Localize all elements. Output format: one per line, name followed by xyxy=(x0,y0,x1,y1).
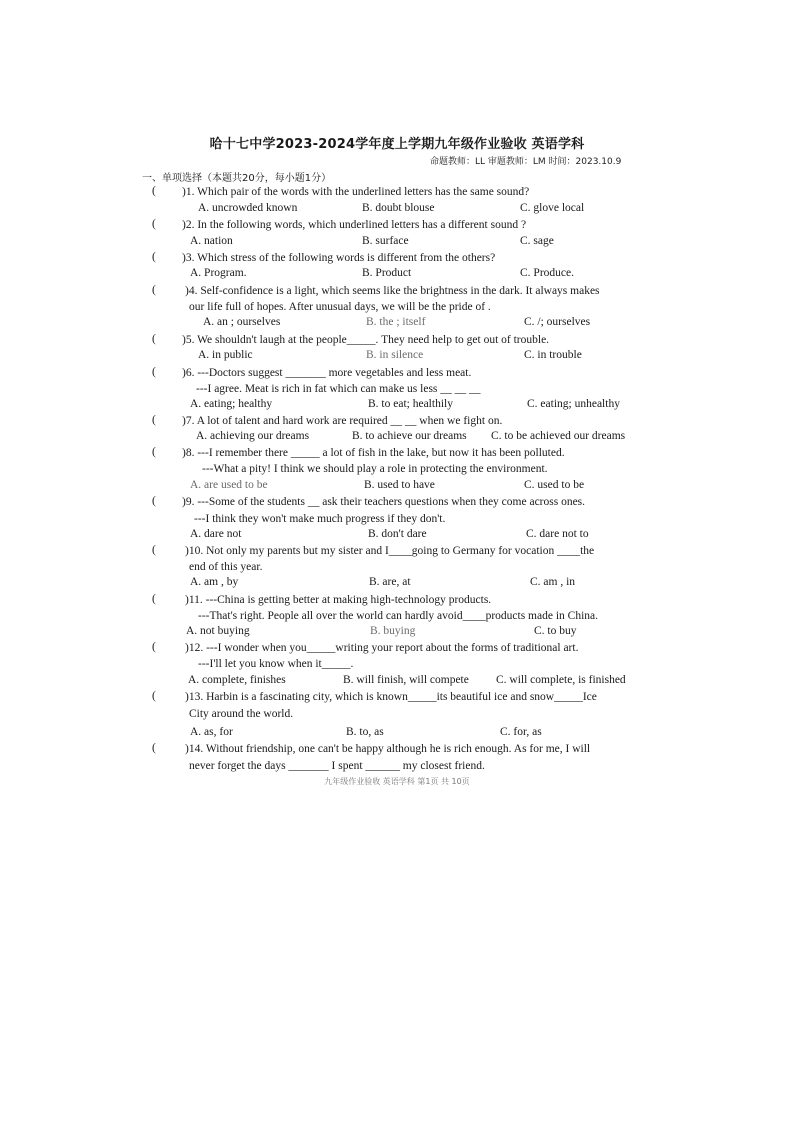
option-a: A. complete, finishes xyxy=(188,674,286,686)
option-b: B. to, as xyxy=(346,726,384,738)
option-b: B. to eat; healthily xyxy=(368,398,453,410)
question-stem-cont: ---I think they won't make much progress if they don't. xyxy=(194,513,446,525)
answer-bracket: ( xyxy=(152,495,156,507)
option-c: C. Produce. xyxy=(520,267,574,279)
option-b: B. doubt blouse xyxy=(362,202,435,214)
question-stem: )6. ---Doctors suggest _______ more vegetables and less meat. xyxy=(182,367,472,379)
answer-bracket: ( xyxy=(152,690,156,702)
question-stem-cont: City around the world. xyxy=(189,708,294,720)
answer-bracket: ( xyxy=(152,446,156,458)
question-stem-cont: ---What a pity! I think we should play a role in protecting the environment. xyxy=(202,463,548,475)
question-stem: )1. Which pair of the words with the underlined letters has the same sound? xyxy=(182,186,530,198)
option-b: B. don't dare xyxy=(368,528,427,540)
exam-meta: 命题教师：LL 审题教师：LM 时间：2023.10.9 xyxy=(430,157,622,167)
option-b: B. in silence xyxy=(366,349,424,361)
answer-bracket: ( xyxy=(152,185,156,197)
option-a: A. are used to be xyxy=(190,479,268,491)
option-b: B. to achieve our dreams xyxy=(352,430,467,442)
question-stem: )9. ---Some of the students __ ask their teachers questions when they come across ones. xyxy=(182,496,586,508)
answer-bracket: ( xyxy=(152,641,156,653)
answer-bracket: ( xyxy=(152,414,156,426)
section-title: 一、单项选择（本题共20分，每小题1分） xyxy=(142,173,332,184)
page-footer: 九年级作业验收 英语学科 第1页 共 10页 xyxy=(324,777,470,786)
question-stem: )12. ---I wonder when you_____writing your report about the forms of traditional art. xyxy=(185,642,579,654)
question-stem: )8. ---I remember there _____ a lot of fish in the lake, but now it has been polluted. xyxy=(182,447,565,459)
answer-bracket: ( xyxy=(152,544,156,556)
option-a: A. in public xyxy=(198,349,253,361)
answer-bracket: ( xyxy=(152,251,156,263)
option-c: C. eating; unhealthy xyxy=(527,398,620,410)
question-stem-cont: ---That's right. People all over the world can hardly avoid____products made in China. xyxy=(198,610,598,622)
option-a: A. not buying xyxy=(186,625,250,637)
answer-bracket: ( xyxy=(152,284,156,296)
option-a: A. achieving our dreams xyxy=(196,430,310,442)
answer-bracket: ( xyxy=(152,333,156,345)
option-c: C. dare not to xyxy=(526,528,589,540)
option-c: C. sage xyxy=(520,235,554,247)
question-stem: )10. Not only my parents but my sister and I____going to Germany for vocation ____the xyxy=(185,545,595,557)
answer-bracket: ( xyxy=(152,593,156,605)
answer-bracket: ( xyxy=(152,366,156,378)
option-c: C. to be achieved our dreams xyxy=(491,430,626,442)
page-title: 哈十七中学2023-2024学年度上学期九年级作业验收 英语学科 xyxy=(209,137,585,152)
option-a: A. nation xyxy=(190,235,233,247)
option-b: B. Product xyxy=(362,267,412,279)
answer-bracket: ( xyxy=(152,218,156,230)
question-stem: )3. Which stress of the following words is different from the others? xyxy=(182,252,496,264)
option-c: C. in trouble xyxy=(524,349,582,361)
option-c: C. used to be xyxy=(524,479,585,491)
question-stem-cont: end of this year. xyxy=(189,561,263,573)
question-stem: )5. We shouldn't laugh at the people_____. They need help to get out of trouble. xyxy=(182,334,550,346)
question-stem-cont: our life full of hopes. After unusual days, we will be the pride of . xyxy=(189,301,491,313)
option-b: B. are, at xyxy=(369,576,411,588)
question-stem-cont: ---I'll let you know when it_____. xyxy=(198,658,354,670)
option-a: A. eating; healthy xyxy=(190,398,273,410)
option-b: B. used to have xyxy=(364,479,435,491)
question-stem: )13. Harbin is a fascinating city, which is known_____its beautiful ice and snow_____Ice xyxy=(185,691,597,703)
option-c: C. glove local xyxy=(520,202,585,214)
option-a: A. dare not xyxy=(190,528,242,540)
option-b: B. the ; itself xyxy=(366,316,426,328)
option-b: B. surface xyxy=(362,235,409,247)
question-stem-cont: ---I agree. Meat is rich in fat which can make us less __ __ __ xyxy=(196,383,481,395)
option-a: A. am , by xyxy=(190,576,239,588)
option-c: C. for, as xyxy=(500,726,542,738)
option-b: B. buying xyxy=(370,625,416,637)
question-stem: )7. A lot of talent and hard work are required __ __ when we fight on. xyxy=(182,415,503,427)
option-a: A. an ; ourselves xyxy=(203,316,281,328)
question-stem: )14. Without friendship, one can't be happy although he is rich enough. As for me, I will xyxy=(185,743,591,755)
option-a: A. uncrowded known xyxy=(198,202,298,214)
option-b: B. will finish, will compete xyxy=(343,674,469,686)
question-stem: )4. Self-confidence is a light, which seems like the brightness in the dark. It always makes xyxy=(185,285,600,297)
question-stem: )11. ---China is getting better at making high-technology products. xyxy=(185,594,492,606)
question-stem: )2. In the following words, which underlined letters has a different sound ? xyxy=(182,219,527,231)
option-a: A. Program. xyxy=(190,267,247,279)
option-c: C. am , in xyxy=(530,576,576,588)
option-a: A. as, for xyxy=(190,726,233,738)
option-c: C. to buy xyxy=(534,625,577,637)
answer-bracket: ( xyxy=(152,742,156,754)
option-c: C. will complete, is finished xyxy=(496,674,626,686)
question-stem-cont: never forget the days _______ I spent ______ my closest friend. xyxy=(189,760,485,772)
option-c: C. /; ourselves xyxy=(524,316,591,328)
